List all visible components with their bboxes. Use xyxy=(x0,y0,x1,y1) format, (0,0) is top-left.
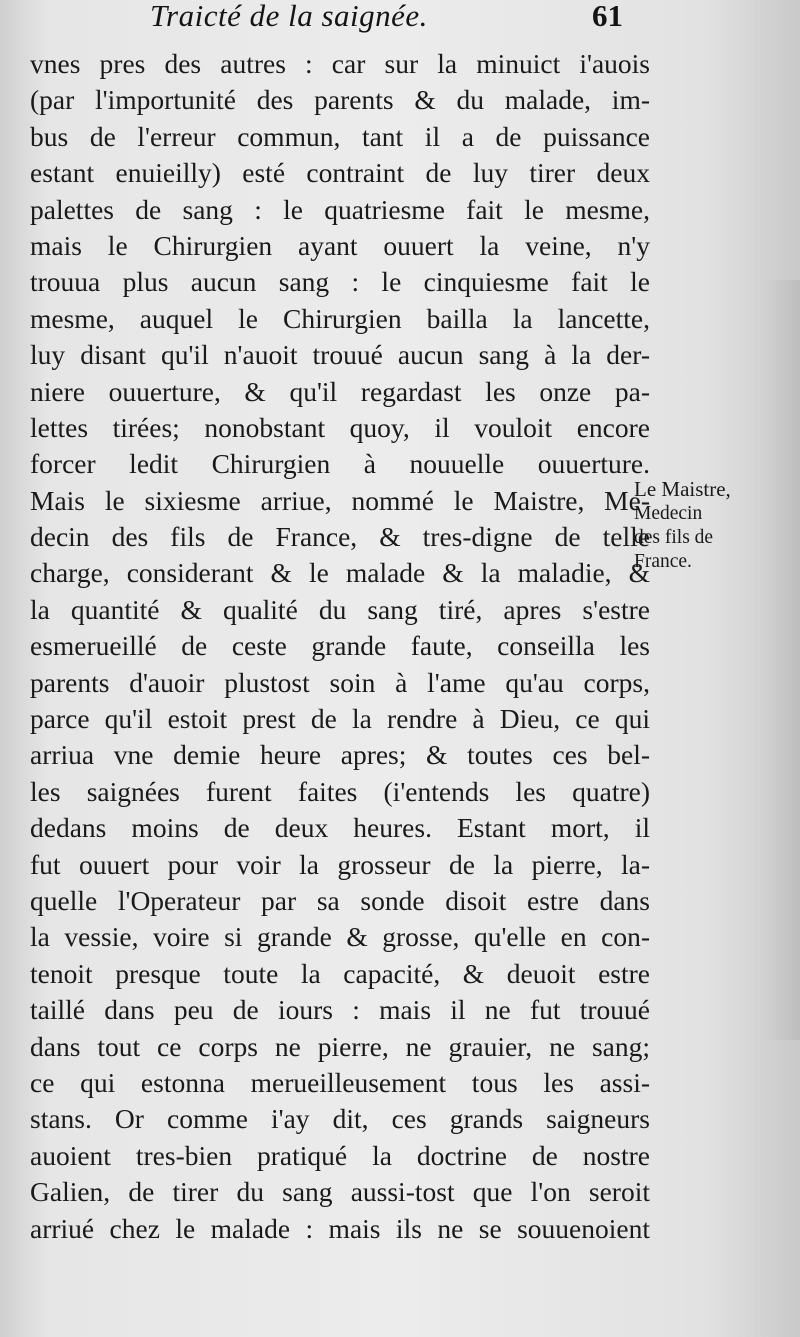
text-line: parce qu'il estoit prest de la rendre à Dieu, ce qui xyxy=(30,703,650,735)
marginal-note-line: Le Maistre, xyxy=(634,477,731,501)
body-text xyxy=(30,46,650,1247)
text-line: la vessie, voire si grande & grosse, qu'elle en con- xyxy=(30,921,650,953)
text-line: lettes tirées; nonobstant quoy, il vouloit encore xyxy=(30,411,650,443)
text-line: palettes de sang : le quatriesme fait le mesme, xyxy=(30,193,650,225)
text-line: auoient tres-bien pratiqué la doctrine de nostre xyxy=(30,1139,650,1171)
text-line: charge, considerant & le malade & la maladie, & xyxy=(30,557,650,589)
text-line: vnes pres des autres : car sur la minuict i'auois xyxy=(30,48,650,79)
text-line: dedans moins de deux heures. Estant mort, il xyxy=(30,812,650,844)
text-line: ce qui estonna merueilleusement tous les assi- xyxy=(30,1066,650,1098)
text-line: trouua plus aucun sang : le cinquiesme fait le xyxy=(30,266,650,298)
text-line: arriua vne demie heure apres; & toutes ces bel- xyxy=(30,739,650,771)
marginal-note-line: Medecin xyxy=(634,503,703,524)
text-line: taillé dans peu de iours : mais il ne fut trouué xyxy=(30,994,650,1026)
text-line: Mais le sixiesme arriue, nommé le Maistre, Me- xyxy=(30,484,650,516)
text-line: tenoit presque toute la capacité, & deuoit estre xyxy=(30,957,650,989)
text-line: luy disant qu'il n'auoit trouué aucun sang à la der- xyxy=(30,339,650,371)
text-line: (par l'importunité des parents & du malade, im- xyxy=(30,84,650,116)
text-line: arriué chez le malade : mais ils ne se souuenoient xyxy=(30,1212,650,1244)
text-line: bus de l'erreur commun, tant il a de puissance xyxy=(30,120,650,152)
text-line: Galien, de tirer du sang aussi-tost que l'on seroit xyxy=(30,1176,650,1208)
text-line: fut ouuert pour voir la grosseur de la pierre, la- xyxy=(30,848,650,880)
text-line: esmerueillé de ceste grande faute, conseilla les xyxy=(30,630,650,662)
text-line: forcer ledit Chirurgien à nouuelle ouuerture. xyxy=(30,448,650,480)
text-line: la quantité & qualité du sang tiré, apres s'estre xyxy=(30,593,650,625)
text-line: mesme, auquel le Chirurgien bailla la lancette, xyxy=(30,302,650,334)
running-head: Traicté de la saignée. xyxy=(150,0,428,33)
text-line: decin des fils de France, & tres-digne de telle xyxy=(30,521,650,553)
text-line: les saignées furent faites (i'entends les quatre) xyxy=(30,775,650,807)
show-through-shadow xyxy=(760,280,800,1040)
text-line: parents d'auoir plustost soin à l'ame qu'au corps, xyxy=(30,666,650,698)
marginal-note-line: France. xyxy=(634,551,692,572)
text-line: quelle l'Operateur par sa sonde disoit estre dans xyxy=(30,884,650,916)
page-number: 61 xyxy=(592,0,623,33)
text-line: mais le Chirurgien ayant ouuert la veine, n'y xyxy=(30,229,650,261)
text-line: dans tout ce corps ne pierre, ne grauier, ne sang; xyxy=(30,1030,650,1062)
marginal-note-line: des fils de xyxy=(634,527,714,548)
text-line: niere ouuerture, & qu'il regardast les onze pa- xyxy=(30,375,650,407)
marginal-note xyxy=(634,476,774,574)
text-line: estant enuieilly) esté contraint de luy tirer deux xyxy=(30,157,650,189)
text-line: stans. Or comme i'ay dit, ces grands saigneurs xyxy=(30,1103,650,1135)
